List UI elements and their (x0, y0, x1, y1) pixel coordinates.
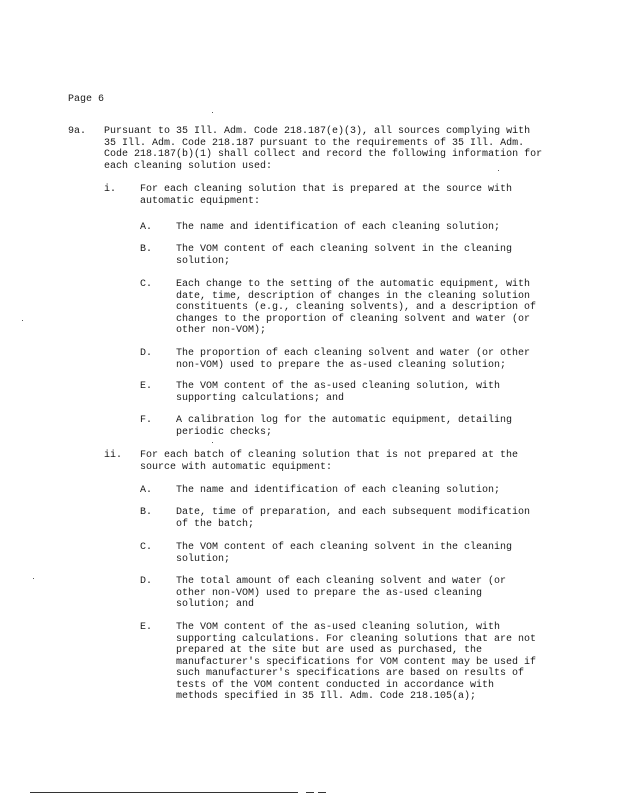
item-letter: E. (140, 381, 153, 392)
item-letter: D. (140, 576, 153, 587)
item-letter: B. (140, 244, 153, 255)
item-letter: E. (140, 622, 153, 633)
item-letter: C. (140, 542, 153, 553)
item-text: The VOM content of the as-used cleaning solution, with supporting calculations. For cleaning solutions that are not prepared at the site but are used as purchased, the manufacturer's specifications for VOM content may be used if such manufacturer's specifications are based on results of tests of the VOM content conducted in accordance with methods specified in 35 Ill. Adm. Code 218.105(a); (176, 622, 537, 702)
item-text: A calibration log for the automatic equipment, detailing periodic checks; (176, 415, 513, 438)
item-letter: F. (140, 415, 153, 426)
item-letter: A. (140, 485, 153, 496)
item-text: The name and identification of each cleaning solution; (176, 485, 501, 496)
footer-rule (30, 792, 298, 793)
item-text: The VOM content of the as-used cleaning solution, with supporting calculations; and (176, 381, 501, 404)
subsection-numeral: ii. (104, 450, 123, 461)
item-text: The proportion of each cleaning solvent and water (or other non-VOM) used to prepare the as-used cleaning solution; (176, 348, 531, 371)
subsection-text: For each cleaning solution that is prepared at the source with automatic equipment: (140, 184, 513, 207)
subsection-text: For each batch of cleaning solution that is not prepared at the source with automatic equipment: (140, 450, 519, 473)
scan-speck (212, 442, 213, 443)
item-text: The name and identification of each cleaning solution; (176, 222, 501, 233)
item-text: Date, time of preparation, and each subsequent modification of the batch; (176, 507, 531, 530)
item-letter: C. (140, 279, 153, 290)
item-text: The VOM content of each cleaning solvent in the cleaning solution; (176, 244, 513, 267)
item-letter: A. (140, 222, 153, 233)
scan-speck (498, 170, 499, 171)
scan-speck (33, 578, 34, 579)
item-letter: D. (140, 348, 153, 359)
section-intro: Pursuant to 35 Ill. Adm. Code 218.187(e)(3), all sources complying with 35 Ill. Adm. Code 218.187 pursuant to the requirements of 35 Ill. Adm. Code 218.187(b)(1) shall collect and record the following information for each cleaning solution used: (104, 126, 543, 172)
item-text: Each change to the setting of the automatic equipment, with date, time, description of changes in the cleaning solution constituents (e.g., cleaning solvents), and a description of changes to the proportion of cleaning solvent and water (or other non-VOM); (176, 279, 537, 336)
item-letter: B. (140, 507, 153, 518)
footer-dash (306, 792, 314, 793)
subsection-numeral: i. (104, 184, 117, 195)
section-number: 9a. (68, 126, 87, 137)
item-text: The VOM content of each cleaning solvent in the cleaning solution; (176, 542, 513, 565)
scan-speck (212, 112, 213, 113)
item-text: The total amount of each cleaning solvent and water (or other non-VOM) used to prepare the as-used cleaning solution; and (176, 576, 507, 610)
footer-dash (318, 792, 326, 793)
scan-speck (22, 320, 23, 321)
page-label: Page 6 (68, 94, 105, 105)
